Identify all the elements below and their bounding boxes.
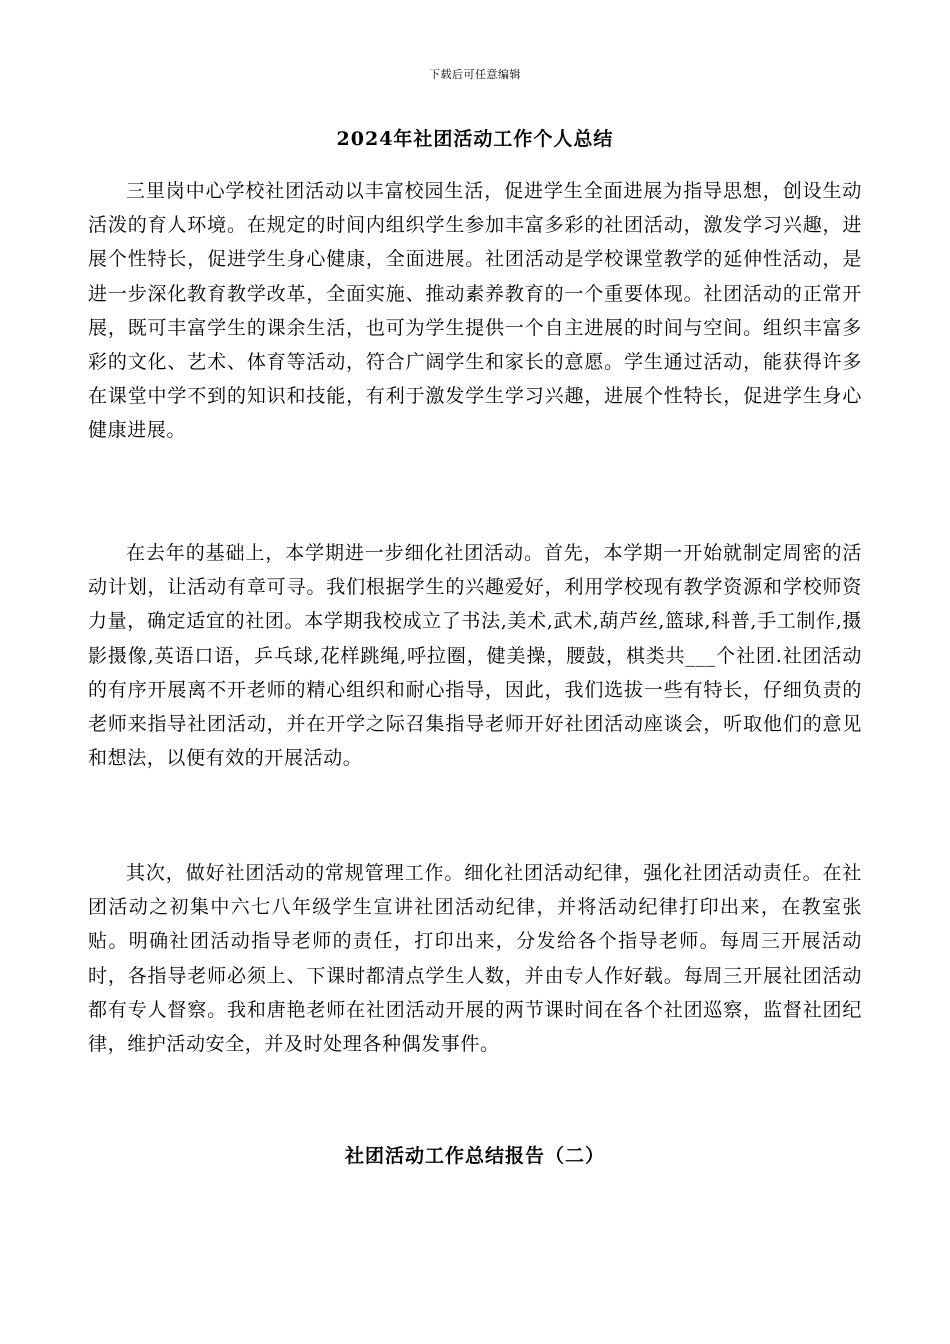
paragraph-1: 三里岗中心学校社团活动以丰富校园生活，促进学生全面进展为指导思想，创设生动活泼的育人环境。在规定的时间内组织学生参加丰富多彩的社团活动，激发学习兴趣，进展个性特长，促进学生身心健康，全面进展。社团活动是学校课堂教学的延伸性活动，是进一步深化教育教学改革，全面实施、推动素养教育的一个重要体现。社团活动的正常开展，既可丰富学生的课余生活，也可为学生提供一个自主进展的时间与空间。组织丰富多彩的文化、艺术、体育等活动，符合广阔学生和家长的意愿。学生通过活动，能获得许多在课堂中学不到的知识和技能，有利于激发学生学习兴趣，进展个性特长，促进学生身心健康进展。: [88, 180, 862, 442]
header-note: 下载后可任意编辑: [429, 68, 521, 81]
paragraph-3: 其次，做好社团活动的常规管理工作。细化社团活动纪律，强化社团活动责任。在社团活动之初集中六七八年级学生宣讲社团活动纪律，并将活动纪律打印出来，在教室张贴。明确社团活动指导老师的责任，打印出来，分发给各个指导老师。每周三开展活动时，各指导老师必须上、下课时都清点学生人数，并由专人作好载。每周三开展社团活动都有专人督察。我和唐艳老师在社团活动开展的两节课时间在各个社团巡察，监督社团纪律，维护活动安全，并及时处理各种偶发事件。: [88, 862, 862, 1056]
paragraph-2: 在去年的基础上，本学期进一步细化社团活动。首先，本学期一开始就制定周密的活动计划，让活动有章可寻。我们根据学生的兴趣爱好，利用学校现有教学资源和学校师资力量，确定适宜的社团。本学期我校成立了书法,美术,武术,葫芦丝,篮球,科普,手工制作,摄影摄像,英语口语，乒乓球,花样跳绳,呼拉圈，健美操，腰鼓，棋类共___个社团.社团活动的有序开展离不开老师的精心组织和耐心指导，因此，我们选拔一些有特长，仔细负责的老师来指导社团活动，并在开学之际召集指导老师开好社团活动座谈会，听取他们的意见和想法，以便有效的开展活动。: [88, 542, 862, 770]
document-title: 2024年社团活动工作个人总结: [336, 128, 614, 150]
section-subtitle: 社团活动工作总结报告（二）: [344, 1145, 605, 1167]
